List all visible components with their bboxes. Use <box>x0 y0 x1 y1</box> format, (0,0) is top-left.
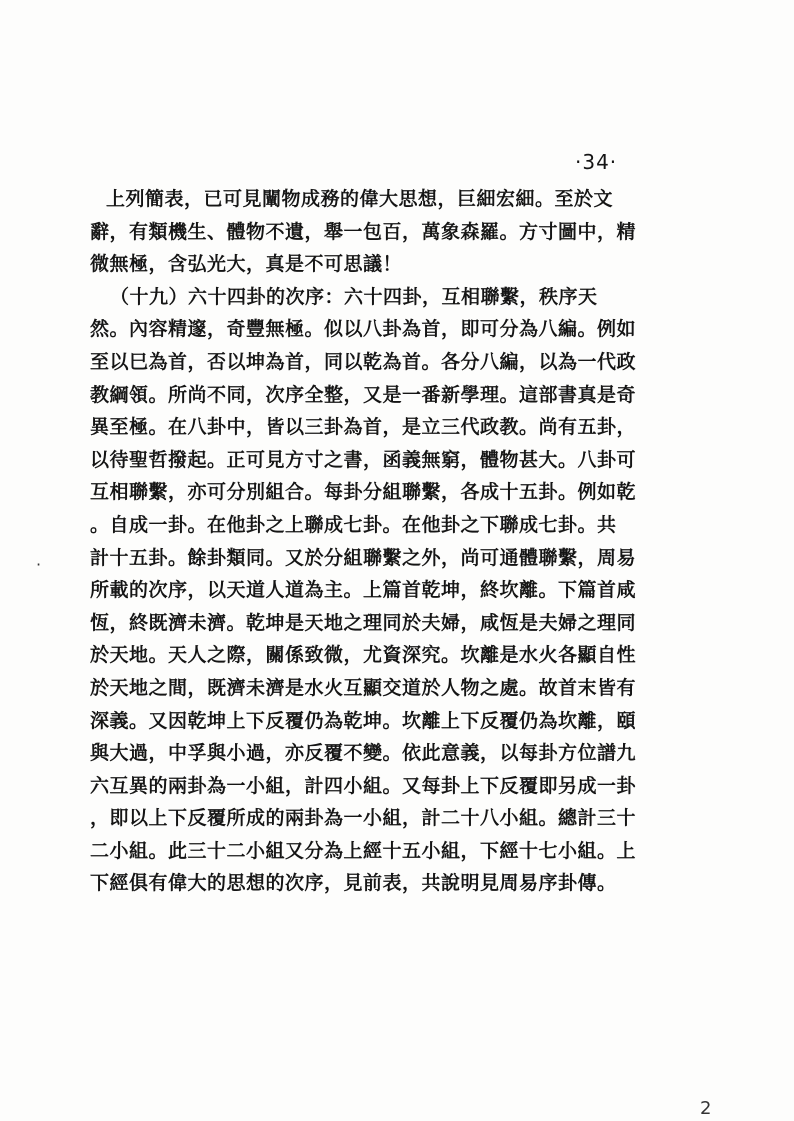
text-line: 與大過，中孚與小過，亦反覆不變。依此意義，以每卦方位譜九 <box>90 742 637 765</box>
text-line: 深義。又因乾坤上下反覆仍為乾坤。坎離上下反覆仍為坎離，頤 <box>90 709 637 732</box>
bottom-margin-mark: 2 <box>700 1098 712 1119</box>
text-line: 於天地之間，既濟未濟是水火互顯交道於人物之處。故首末皆有 <box>90 676 637 699</box>
text-line: 以待聖哲撥起。正可見方寸之書，函義無窮，體物甚大。八卦可 <box>90 448 637 471</box>
text-line: 辭，有類機生、體物不遺，舉一包百，萬象森羅。方寸圖中，精 <box>90 220 637 243</box>
page-number: ·34· <box>575 150 618 174</box>
text-line: 。自成一卦。在他卦之上聯成七卦。在他卦之下聯成七卦。共 <box>90 513 617 536</box>
text-line: 於天地。天人之際，關係致微，尤資深究。坎離是水火各顯自性 <box>90 644 637 667</box>
paragraph-2 <box>90 281 650 900</box>
text-line: 上列簡表，已可見闡物成務的偉大思想，巨細宏細。至於文 <box>106 188 614 210</box>
text-line: 微無極，含弘光大，真是不可思議！ <box>90 253 403 276</box>
text-line: 二小組。此三十二小組又分為上經十五小組，下經十七小組。上 <box>90 839 637 862</box>
margin-dot-mark: · <box>36 555 42 574</box>
text-line: 至以巳為首，否以坤為首，同以乾為首。各分八編，以為一代政 <box>90 350 637 373</box>
text-line: （十九）六十四卦的次序：六十四卦，互相聯繫，秩序天 <box>110 285 598 308</box>
body-text <box>90 183 650 900</box>
text-line: 異至極。在八卦中，皆以三卦為首，是立三代政教。尚有五卦， <box>90 416 637 439</box>
paragraph-1 <box>90 183 650 281</box>
text-line: 互相聯繫，亦可分別組合。每卦分組聯繫，各成十五卦。例如乾 <box>90 481 637 504</box>
text-line: 計十五卦。餘卦類同。又於分組聯繫之外，尚可通體聯繫，周易 <box>90 546 637 569</box>
text-line: ，即以上下反覆所成的兩卦為一小組，計二十八小組。總計三十 <box>90 807 637 830</box>
text-line: 下經俱有偉大的思想的次序，見前表，共說明見周易序卦傳。 <box>90 872 617 895</box>
text-line: 六互異的兩卦為一小組，計四小組。又每卦上下反覆即另成一卦 <box>90 774 637 797</box>
text-line: 恆，終既濟未濟。乾坤是天地之理同於夫婦，咸恆是夫婦之理同 <box>90 611 637 634</box>
text-line: 所載的次序，以天道人道為主。上篇首乾坤，終坎離。下篇首咸 <box>90 579 637 602</box>
text-line: 然。內容精邃，奇豐無極。似以八卦為首，即可分為八編。例如 <box>90 318 637 341</box>
text-line: 教綱領。所尚不同，次序全整，又是一番新學理。這部書真是奇 <box>90 383 637 406</box>
